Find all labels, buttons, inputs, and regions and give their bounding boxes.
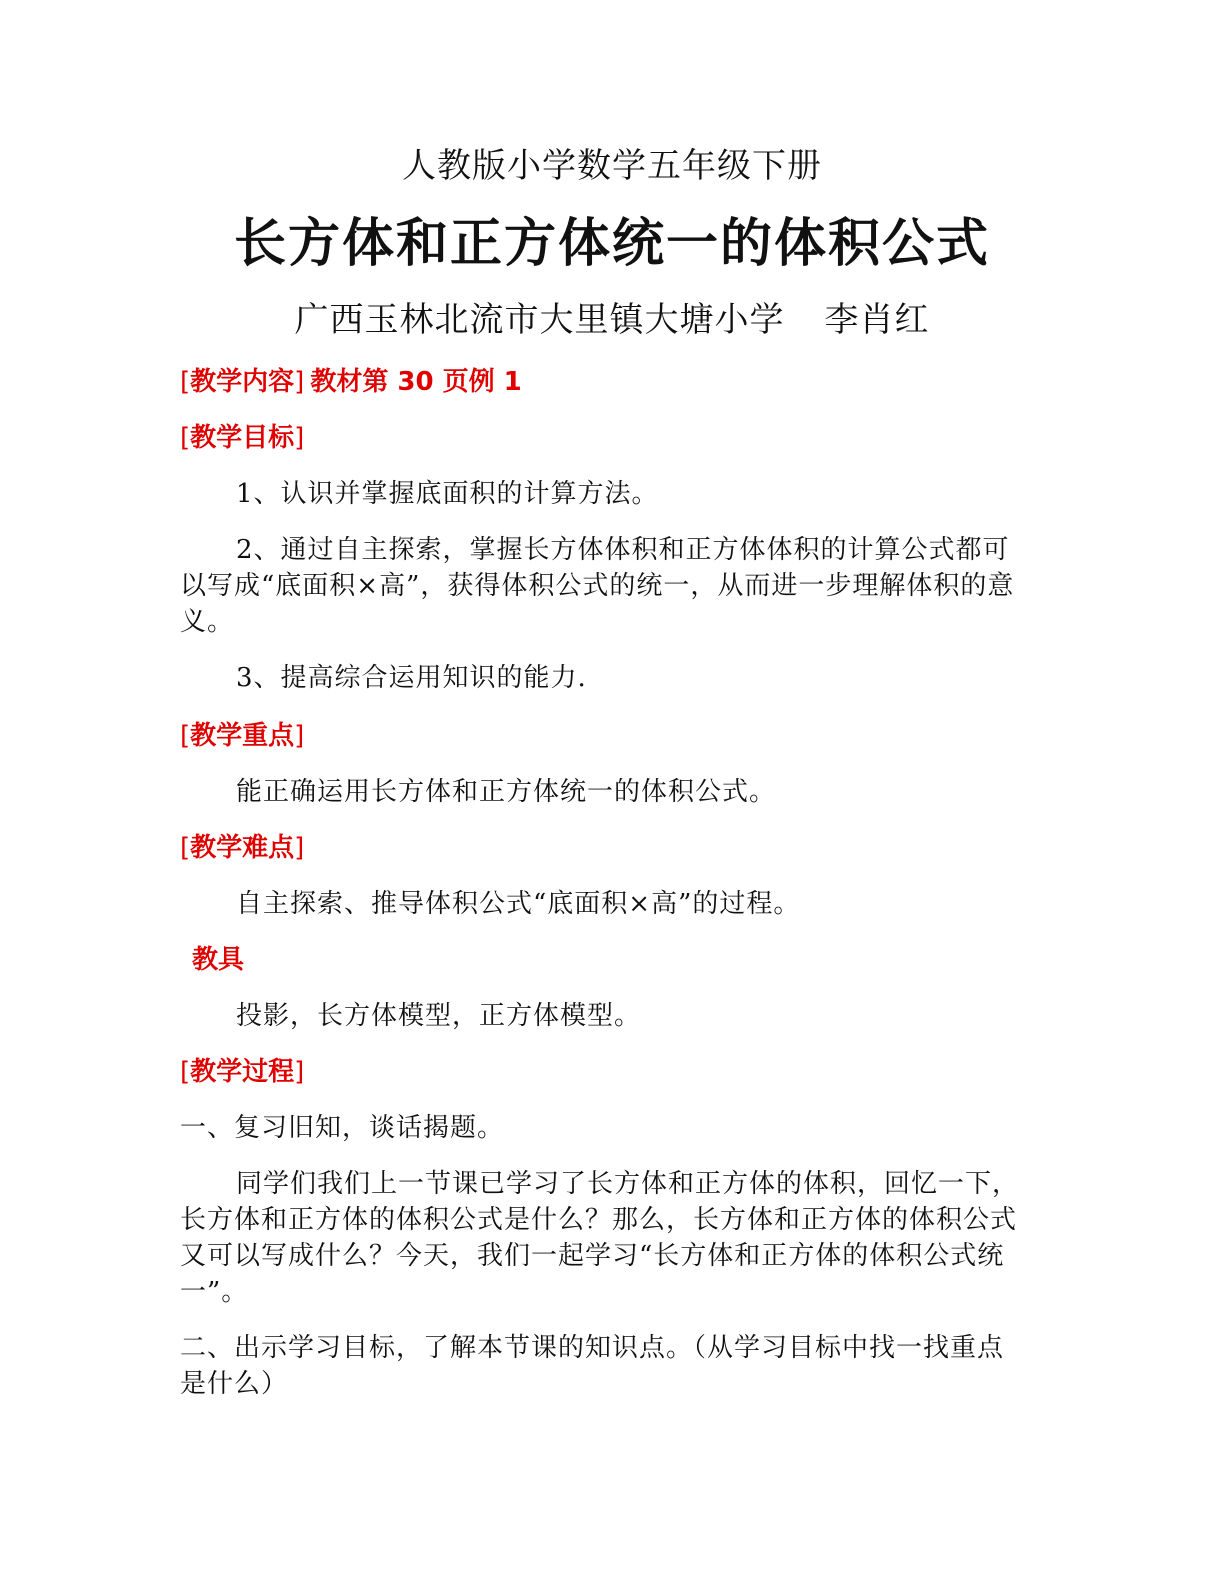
section-heading-process bbox=[180, 1054, 304, 1090]
section-heading-tools bbox=[192, 942, 244, 978]
section-label-key-point: 教学重点 bbox=[190, 721, 295, 751]
section-heading-goals bbox=[180, 420, 304, 456]
bracket-open: [ bbox=[180, 423, 191, 453]
section-heading-difficulty bbox=[180, 830, 304, 866]
key-point-text: 能正确运用长方体和正方体统一的体积公式。 bbox=[236, 777, 777, 807]
bracket-open: [ bbox=[180, 721, 191, 751]
section-label-process: 教学过程 bbox=[190, 1057, 295, 1087]
section-detail-content: 教材第 30 页例 1 bbox=[310, 367, 522, 397]
goal-item-3: 3、提高综合运用知识的能力. bbox=[236, 663, 587, 693]
section-label-goals: 教学目标 bbox=[190, 423, 295, 453]
section-heading-key-point bbox=[180, 718, 304, 754]
author-name: 李肖红 bbox=[824, 300, 930, 340]
author-line bbox=[0, 294, 1224, 346]
bracket-close: ] bbox=[294, 721, 305, 751]
goal-item-1: 1、认识并掌握底面积的计算方法。 bbox=[236, 479, 659, 509]
bracket-open: [ bbox=[180, 833, 191, 863]
process-step-1-title: 一、复习旧知，谈话揭题。 bbox=[180, 1113, 505, 1143]
difficulty-text: 自主探索、推导体积公式“底面积×高”的过程。 bbox=[236, 889, 801, 919]
goal-item-2: 2、通过自主探索，掌握长方体体积和正方体体积的计算公式都可以写成“底面积×高”，获得体积公式的统一，从而进一步理解体积的意义。 bbox=[180, 535, 1015, 637]
document-subtitle: 人教版小学数学五年级下册 bbox=[402, 146, 822, 186]
bracket-open: [ bbox=[180, 1057, 191, 1087]
bracket-open: [ bbox=[180, 367, 191, 397]
tools-text: 投影，长方体模型，正方体模型。 bbox=[236, 1001, 642, 1031]
bracket-close: ] bbox=[294, 423, 305, 453]
bracket-close: ] bbox=[294, 833, 305, 863]
school-name: 广西玉林北流市大里镇大塘小学 bbox=[294, 300, 785, 340]
section-label-tools: 教具 bbox=[192, 945, 245, 975]
process-step-2-text: 二、出示学习目标，了解本节课的知识点。（从学习目标中找一找重点是什么） bbox=[180, 1333, 1005, 1399]
document-title: 长方体和正方体统一的体积公式 bbox=[233, 214, 990, 274]
section-label-difficulty: 教学难点 bbox=[190, 833, 295, 863]
bracket-close: ] bbox=[294, 1057, 305, 1087]
bracket-close: ] bbox=[294, 367, 305, 397]
section-label-content: 教学内容 bbox=[190, 367, 295, 397]
section-heading-content bbox=[180, 364, 522, 400]
process-step-1-text: 同学们我们上一节课已学习了长方体和正方体的体积，回忆一下，长方体和正方体的体积公式是什么？那么，长方体和正方体的体积公式又可以写成什么？今天，我们一起学习“长方体和正方体的体积公式统一”。 bbox=[180, 1169, 1020, 1307]
